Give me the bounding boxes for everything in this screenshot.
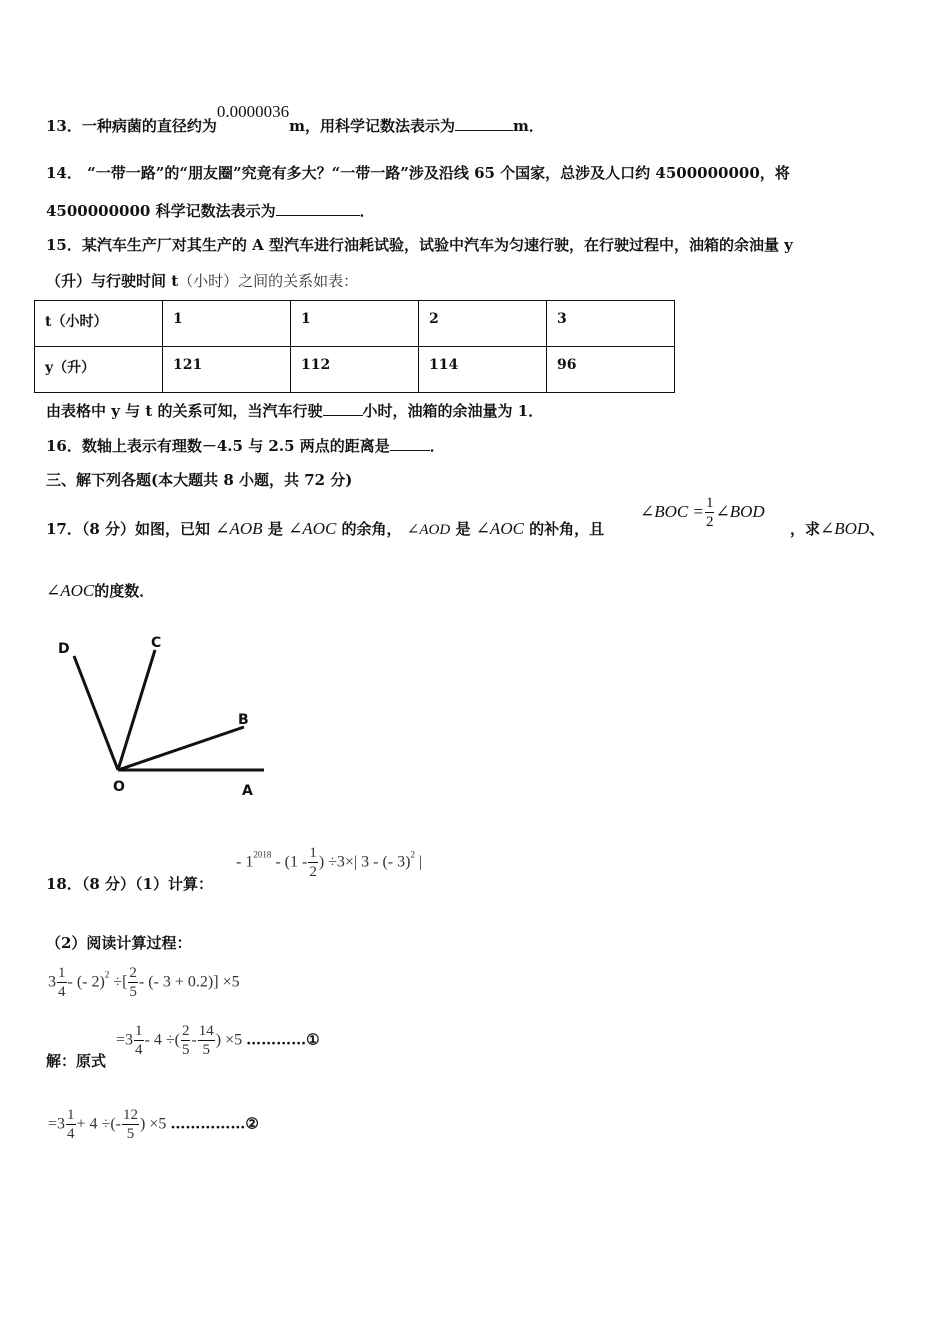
numerator: 1	[58, 965, 66, 981]
expr-part: + 4 ÷(-	[76, 1115, 121, 1133]
q17-angle: ∠AOC	[475, 519, 524, 538]
q17-text: 的度数．	[94, 582, 155, 600]
table-cell: 121	[163, 347, 291, 393]
q17-eq-left: ∠BOC =	[640, 501, 704, 521]
q18-solution-label: 解：原式	[46, 1052, 107, 1070]
label-o: O	[113, 779, 125, 795]
q18-expr	[48, 966, 240, 1000]
q15-line2b: （小时）之间的关系如表：	[178, 272, 359, 290]
expr-part: =3	[116, 1031, 134, 1049]
expr-part: 3	[48, 973, 56, 991]
q15-after-a: 由表格中 y 与 t 的关系可知，当汽车行驶	[46, 402, 323, 420]
fraction	[705, 496, 715, 530]
expr-part: -	[191, 1031, 197, 1049]
table-cell: 1	[163, 301, 291, 347]
fraction	[57, 966, 67, 1000]
q14-end: ．	[359, 202, 375, 220]
table-cell: 96	[547, 347, 675, 393]
q16-line	[46, 435, 445, 456]
angle-figure	[40, 630, 280, 805]
q14-line1: 14． “一带一路”的“朋友圈”究竟有多大？“一带一路”涉及沿线 65 个国家，总涉及人口约 4500000000，将	[46, 164, 790, 182]
fraction	[181, 1024, 191, 1058]
numerator: 2	[181, 1023, 190, 1039]
q17-text: 是	[267, 520, 283, 538]
expr-part: - (- 2)	[67, 973, 105, 991]
label-a: A	[242, 783, 253, 799]
table-cell: 2	[419, 301, 547, 347]
expr-part: - (- 3 + 0.2)] ×5	[138, 973, 240, 991]
q17-angle: ∠AOD	[406, 522, 451, 538]
fraction	[128, 966, 138, 1000]
fraction	[66, 1108, 76, 1142]
fraction	[308, 846, 318, 880]
denominator: 5	[126, 1126, 135, 1142]
expr-part: |	[414, 853, 423, 871]
numerator: 1	[135, 1023, 143, 1039]
table-cell: y（升）	[35, 347, 163, 393]
q17-text: 、	[869, 520, 885, 538]
q18-step1	[116, 1024, 320, 1058]
denominator: 2	[309, 864, 317, 880]
q13-line	[46, 102, 544, 136]
q14-line2-text: 4500000000 科学记数法表示为	[46, 202, 276, 220]
q15-answer-blank[interactable]	[323, 401, 363, 416]
q16-text: 16．数轴上表示有理数－4.5 与 2.5 两点的距离是	[46, 437, 390, 455]
expr-part: - 4 ÷(	[144, 1031, 180, 1049]
q17-text: 的补角，且	[529, 520, 605, 538]
expr-part: ÷[	[109, 973, 128, 991]
q17-text: 的余角，	[341, 520, 402, 538]
q17-text: 17．（8 分）如图，已知	[46, 520, 211, 538]
label-c: C	[151, 635, 162, 651]
step-marker: ……………②	[170, 1114, 259, 1133]
q17-angle: ∠AOC	[46, 581, 95, 600]
table-cell: 114	[419, 347, 547, 393]
numerator: 1	[705, 495, 714, 511]
q18-calc1	[236, 846, 422, 880]
fraction	[122, 1108, 139, 1142]
denominator: 4	[135, 1042, 143, 1058]
q17-angle: ∠BOD	[820, 519, 870, 538]
numerator: 12	[123, 1107, 138, 1123]
q15-line2	[46, 270, 358, 291]
expr-part: =3	[48, 1115, 66, 1133]
q17-line2	[46, 580, 154, 601]
denominator: 4	[58, 984, 66, 1000]
q16-answer-blank[interactable]	[390, 436, 430, 451]
q13-suffix: m，用科学记数法表示为	[289, 117, 456, 135]
q17-equation	[640, 496, 765, 530]
q15-table	[34, 300, 675, 393]
denominator: 5	[181, 1042, 190, 1058]
q17-angle: ∠AOC	[288, 519, 337, 538]
numerator: 14	[198, 1023, 214, 1039]
expr-part: - (1 -	[275, 853, 308, 871]
q15-after	[46, 400, 543, 421]
table-cell: 1	[291, 301, 419, 347]
fraction	[134, 1024, 144, 1058]
ray-oc	[118, 650, 155, 770]
step-marker: …………①	[246, 1030, 320, 1049]
section-heading: 三、解下列各题(本大题共 8 小题，共 72 分)	[46, 471, 353, 489]
exponent: 2	[104, 969, 110, 980]
q14-line2	[46, 200, 375, 221]
numerator: 2	[129, 965, 137, 981]
exponent: 2018	[253, 849, 272, 860]
table-row	[35, 347, 675, 393]
q17-line1	[46, 518, 604, 539]
q17-eq-right: ∠BOD	[715, 501, 765, 521]
denominator: 5	[202, 1042, 211, 1058]
ray-od	[74, 656, 118, 770]
expr-part: - 1	[236, 853, 254, 871]
expr-part: ) ×5	[140, 1115, 167, 1133]
table-row	[35, 301, 675, 347]
q15-line1: 15．某汽车生产厂对其生产的 A 型汽车进行油耗试验，试验中汽车为匀速行驶，在行驶过程中，油箱的余油量 y	[46, 236, 793, 254]
expr-part: ) ÷3×| 3 - (- 3)	[318, 853, 411, 871]
denominator: 5	[129, 984, 137, 1000]
q17-text: ，求	[790, 520, 821, 538]
ray-ob	[118, 727, 244, 770]
expr-part: ) ×5	[215, 1031, 243, 1049]
q17-line1-end	[790, 518, 884, 539]
q13-number: 0.0000036	[216, 102, 290, 121]
q18-line2: （2）阅读计算过程：	[46, 934, 192, 952]
fraction	[198, 1024, 215, 1058]
q15-after-b: 小时，油箱的余油量为 1．	[362, 402, 544, 420]
table-cell: 112	[291, 347, 419, 393]
label-d: D	[58, 641, 70, 657]
label-b: B	[238, 712, 249, 728]
q13-unit: m．	[513, 117, 544, 135]
exponent: 2	[410, 849, 415, 860]
table-cell: t（小时）	[35, 301, 163, 347]
denominator: 4	[67, 1126, 75, 1142]
q18-line1: 18．（8 分）（1）计算：	[46, 875, 213, 893]
q14-answer-blank[interactable]	[276, 201, 360, 216]
denominator: 2	[705, 514, 714, 530]
q17-text: 是	[455, 520, 471, 538]
q13-answer-blank[interactable]	[455, 116, 513, 131]
numerator: 1	[67, 1107, 75, 1123]
numerator: 1	[309, 845, 317, 861]
q18-step2	[48, 1108, 259, 1142]
q13-prefix: 13．一种病菌的直径约为	[46, 117, 217, 135]
q17-angle: ∠AOB	[215, 519, 263, 538]
table-cell: 3	[547, 301, 675, 347]
q15-line2a: （升）与行驶时间 t	[46, 272, 179, 290]
q16-end: ．	[429, 437, 445, 455]
